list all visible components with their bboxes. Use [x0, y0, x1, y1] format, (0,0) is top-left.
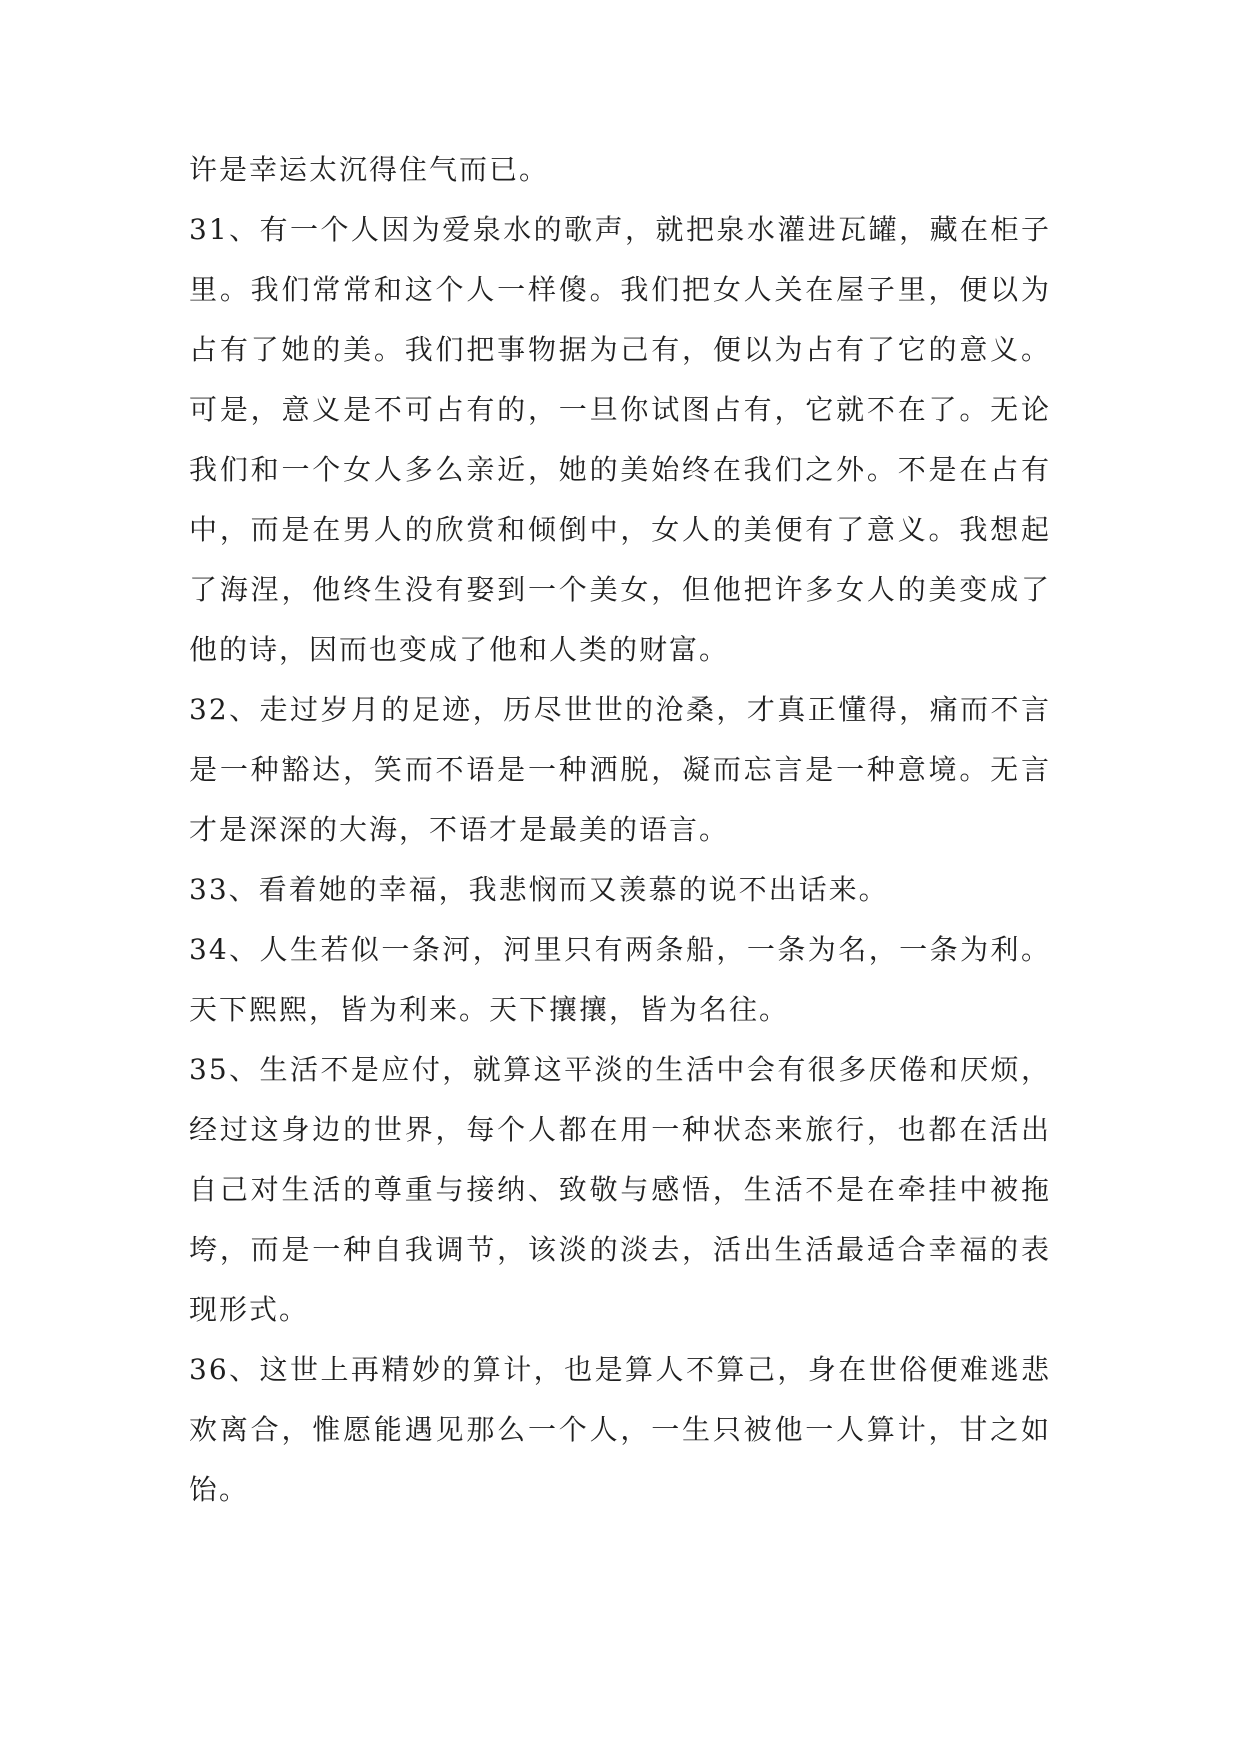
paragraph-33: 33、看着她的幸福，我悲悯而又羡慕的说不出话来。 [189, 873, 889, 906]
paragraph-34: 34、人生若似一条河，河里只有两条船，一条为名，一条为利。天下熙熙，皆为利来。天下攘攘，皆为名往。 [189, 933, 1051, 1026]
paragraph-31: 31、有一个人因为爱泉水的歌声，就把泉水灌进瓦罐，藏在柜子里。我们常常和这个人一样傻。我们把女人关在屋子里，便以为占有了她的美。我们把事物据为己有，便以为占有了它的意义。可是，意义是不可占有的，一旦你试图占有，它就不在了。无论我们和一个女人多么亲近，她的美始终在我们之外。不是在占有中，而是在男人的欣赏和倾倒中，女人的美便有了意义。我想起了海涅，他终生没有娶到一个美女，但他把许多女人的美变成了他的诗，因而也变成了他和人类的财富。 [189, 213, 1051, 666]
paragraph-continuation: 许是幸运太沉得住气而已。 [189, 153, 550, 186]
paragraph-36: 36、这世上再精妙的算计，也是算人不算己，身在世俗便难逃悲欢离合，惟愿能遇见那么一个人，一生只被他一人算计，甘之如饴。 [189, 1353, 1051, 1506]
document-body [189, 140, 1051, 1520]
paragraph-32: 32、走过岁月的足迹，历尽世世的沧桑，才真正懂得，痛而不言是一种豁达，笑而不语是一种洒脱，凝而忘言是一种意境。无言才是深深的大海，不语才是最美的语言。 [189, 693, 1051, 846]
paragraph-35: 35、生活不是应付，就算这平淡的生活中会有很多厌倦和厌烦，经过这身边的世界，每个人都在用一种状态来旅行，也都在活出自己对生活的尊重与接纳、致敬与感悟，生活不是在牵挂中被拖垮，而是一种自我调节，该淡的淡去，活出生活最适合幸福的表现形式。 [189, 1053, 1051, 1326]
